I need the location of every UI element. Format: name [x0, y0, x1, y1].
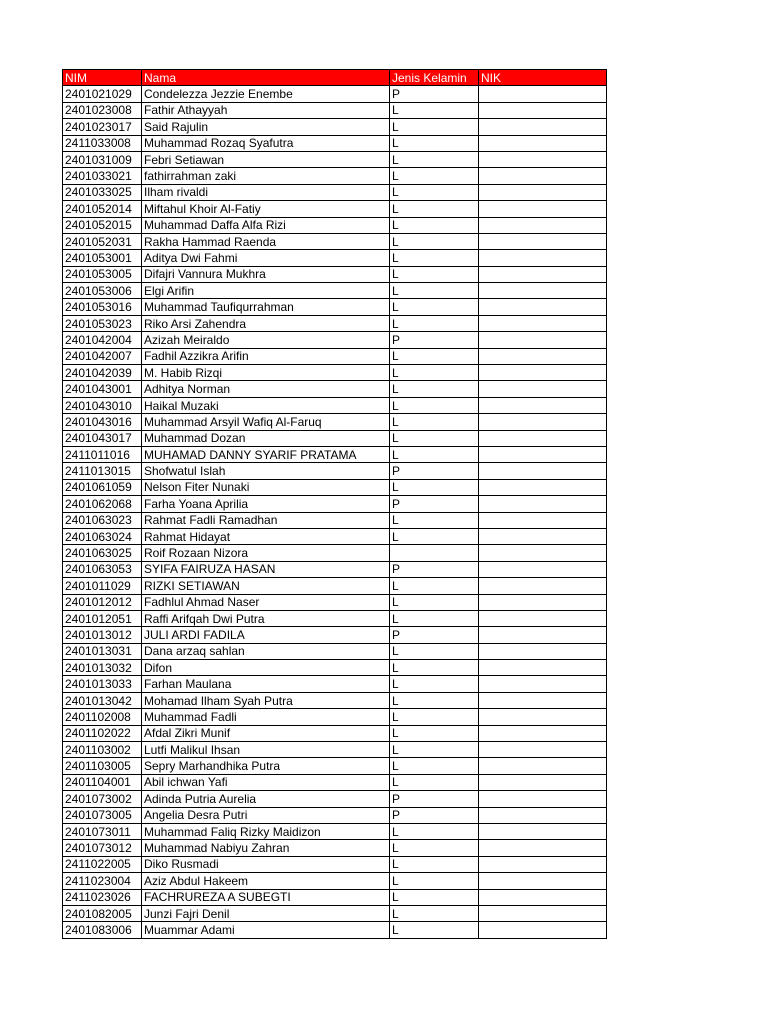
cell-nim[interactable]: 2401053001 — [63, 250, 142, 266]
cell-nik[interactable] — [479, 217, 607, 233]
table-row — [63, 479, 607, 495]
cell-nim[interactable]: 2401021029 — [63, 86, 142, 102]
cell-nama[interactable]: Condelezza Jezzie Enembe — [142, 86, 390, 102]
table-row — [63, 594, 607, 610]
table-row — [63, 528, 607, 544]
cell-nama[interactable]: Rakha Hammad Raenda — [142, 233, 390, 249]
cell-jenis-kelamin[interactable]: P — [390, 496, 479, 512]
cell-nama[interactable]: Farha Yoana Aprilia — [142, 496, 390, 512]
cell-jenis-kelamin[interactable]: L — [390, 512, 479, 528]
cell-nim[interactable]: 2411022005 — [63, 856, 142, 872]
table-row — [63, 889, 607, 905]
cell-nim[interactable]: 2401063023 — [63, 512, 142, 528]
cell-nik[interactable] — [479, 709, 607, 725]
cell-jenis-kelamin[interactable]: L — [390, 758, 479, 774]
cell-jenis-kelamin[interactable]: L — [390, 217, 479, 233]
table-row — [63, 414, 607, 430]
cell-jenis-kelamin[interactable]: L — [390, 315, 479, 331]
cell-nim[interactable]: 2401011029 — [63, 578, 142, 594]
table-row — [63, 578, 607, 594]
cell-nik[interactable] — [479, 528, 607, 544]
cell-nama[interactable]: SYIFA FAIRUZA HASAN — [142, 561, 390, 577]
cell-nim[interactable]: 2401043017 — [63, 430, 142, 446]
cell-jenis-kelamin[interactable]: L — [390, 381, 479, 397]
cell-nim[interactable]: 2401073011 — [63, 823, 142, 839]
cell-jenis-kelamin[interactable]: L — [390, 856, 479, 872]
cell-nim[interactable]: 2401033025 — [63, 184, 142, 200]
cell-nim[interactable]: 2401023017 — [63, 119, 142, 135]
cell-nik[interactable] — [479, 774, 607, 790]
cell-nama[interactable]: Fadhil Azzikra Arifin — [142, 348, 390, 364]
cell-nik[interactable] — [479, 807, 607, 823]
table-row — [63, 250, 607, 266]
header-nama[interactable]: Nama — [142, 70, 390, 86]
cell-nik[interactable] — [479, 446, 607, 462]
cell-nama[interactable]: Rahmat Fadli Ramadhan — [142, 512, 390, 528]
cell-nik[interactable] — [479, 643, 607, 659]
cell-nik[interactable] — [479, 840, 607, 856]
cell-nama[interactable]: Adinda Putria Aurelia — [142, 791, 390, 807]
table-row — [63, 332, 607, 348]
cell-nim[interactable]: 2401073012 — [63, 840, 142, 856]
cell-nim[interactable]: 2401104001 — [63, 774, 142, 790]
table-row — [63, 446, 607, 462]
cell-nama[interactable]: fathirrahman zaki — [142, 168, 390, 184]
cell-nama[interactable]: Elgi Arifin — [142, 283, 390, 299]
cell-nim[interactable]: 2401043001 — [63, 381, 142, 397]
table-row — [63, 315, 607, 331]
cell-nama[interactable]: Muhammad Arsyil Wafiq Al-Faruq — [142, 414, 390, 430]
cell-nama[interactable]: MUHAMAD DANNY SYARIF PRATAMA — [142, 446, 390, 462]
cell-nik[interactable] — [479, 889, 607, 905]
header-jenis-kelamin[interactable]: Jenis Kelamin — [390, 70, 479, 86]
table-row — [63, 545, 607, 561]
cell-nik[interactable] — [479, 250, 607, 266]
cell-nik[interactable] — [479, 512, 607, 528]
cell-nik[interactable] — [479, 578, 607, 594]
cell-jenis-kelamin[interactable]: P — [390, 627, 479, 643]
cell-nama[interactable]: Febri Setiawan — [142, 151, 390, 167]
table-row — [63, 299, 607, 315]
cell-nik[interactable] — [479, 742, 607, 758]
cell-jenis-kelamin[interactable]: L — [390, 102, 479, 118]
cell-nim[interactable]: 2401012051 — [63, 610, 142, 626]
cell-nik[interactable] — [479, 922, 607, 938]
cell-nama[interactable]: Farhan Maulana — [142, 676, 390, 692]
cell-jenis-kelamin[interactable]: L — [390, 725, 479, 741]
cell-nim[interactable]: 2401062068 — [63, 496, 142, 512]
cell-jenis-kelamin[interactable]: L — [390, 922, 479, 938]
table-row — [63, 102, 607, 118]
cell-nim[interactable]: 2401013042 — [63, 692, 142, 708]
cell-jenis-kelamin[interactable]: L — [390, 889, 479, 905]
cell-nama[interactable]: Muhammad Taufiqurrahman — [142, 299, 390, 315]
header-nim[interactable]: NIM — [63, 70, 142, 86]
cell-nik[interactable] — [479, 545, 607, 561]
table-row — [63, 807, 607, 823]
cell-nik[interactable] — [479, 151, 607, 167]
cell-nik[interactable] — [479, 873, 607, 889]
table-row — [63, 86, 607, 102]
cell-nama[interactable]: Raffi Arifqah Dwi Putra — [142, 610, 390, 626]
table-row — [63, 463, 607, 479]
cell-nama[interactable]: Said Rajulin — [142, 119, 390, 135]
cell-nim[interactable]: 2401053005 — [63, 266, 142, 282]
table-row — [63, 873, 607, 889]
table-row — [63, 758, 607, 774]
table-row — [63, 233, 607, 249]
table-row — [63, 774, 607, 790]
table-row — [63, 561, 607, 577]
cell-nik[interactable] — [479, 791, 607, 807]
cell-nim[interactable]: 2401043016 — [63, 414, 142, 430]
cell-nik[interactable] — [479, 332, 607, 348]
cell-nim[interactable]: 2411011016 — [63, 446, 142, 462]
cell-nik[interactable] — [479, 905, 607, 921]
cell-jenis-kelamin[interactable]: L — [390, 266, 479, 282]
cell-nik[interactable] — [479, 283, 607, 299]
table-row — [63, 184, 607, 200]
cell-nama[interactable]: Azizah Meiraldo — [142, 332, 390, 348]
cell-nim[interactable]: 2401103002 — [63, 742, 142, 758]
cell-nim[interactable]: 2401102008 — [63, 709, 142, 725]
cell-jenis-kelamin[interactable]: L — [390, 233, 479, 249]
cell-nama[interactable]: Mohamad Ilham Syah Putra — [142, 692, 390, 708]
cell-nim[interactable]: 2401043010 — [63, 397, 142, 413]
cell-nik[interactable] — [479, 823, 607, 839]
table-row — [63, 397, 607, 413]
cell-jenis-kelamin[interactable]: L — [390, 676, 479, 692]
table-row — [63, 512, 607, 528]
cell-jenis-kelamin[interactable]: L — [390, 151, 479, 167]
cell-jenis-kelamin[interactable]: P — [390, 463, 479, 479]
cell-jenis-kelamin[interactable]: L — [390, 823, 479, 839]
cell-nama[interactable]: Sepry Marhandhika Putra — [142, 758, 390, 774]
table-row — [63, 791, 607, 807]
cell-jenis-kelamin[interactable]: L — [390, 446, 479, 462]
cell-nik[interactable] — [479, 692, 607, 708]
table-row — [63, 381, 607, 397]
cell-nama[interactable]: Fadhlul Ahmad Naser — [142, 594, 390, 610]
cell-nim[interactable]: 2401082005 — [63, 905, 142, 921]
cell-nama[interactable]: Dana arzaq sahlan — [142, 643, 390, 659]
cell-nim[interactable]: 2411013015 — [63, 463, 142, 479]
cell-nim[interactable]: 2401102022 — [63, 725, 142, 741]
table-row — [63, 496, 607, 512]
cell-jenis-kelamin[interactable]: L — [390, 643, 479, 659]
cell-nama[interactable]: JULI ARDI FADILA — [142, 627, 390, 643]
cell-nim[interactable]: 2401012012 — [63, 594, 142, 610]
cell-nama[interactable]: Ilham rivaldi — [142, 184, 390, 200]
table-row — [63, 692, 607, 708]
cell-jenis-kelamin[interactable]: L — [390, 348, 479, 364]
cell-jenis-kelamin[interactable]: L — [390, 201, 479, 217]
cell-jenis-kelamin[interactable]: L — [390, 135, 479, 151]
cell-jenis-kelamin[interactable]: L — [390, 119, 479, 135]
cell-jenis-kelamin[interactable]: L — [390, 283, 479, 299]
cell-nama[interactable]: Lutfi Malikul Ihsan — [142, 742, 390, 758]
cell-nim[interactable]: 2401103005 — [63, 758, 142, 774]
cell-nim[interactable]: 2401063025 — [63, 545, 142, 561]
cell-nim[interactable]: 2401063024 — [63, 528, 142, 544]
cell-nik[interactable] — [479, 184, 607, 200]
cell-nama[interactable]: Junzi Fajri Denil — [142, 905, 390, 921]
cell-nama[interactable]: Roif Rozaan Nizora — [142, 545, 390, 561]
cell-nama[interactable]: Muhammad Nabiyu Zahran — [142, 840, 390, 856]
cell-nama[interactable]: Shofwatul Islah — [142, 463, 390, 479]
cell-nik[interactable] — [479, 430, 607, 446]
cell-nik[interactable] — [479, 594, 607, 610]
cell-nik[interactable] — [479, 315, 607, 331]
cell-nama[interactable]: Muammar Adami — [142, 922, 390, 938]
cell-nama[interactable]: Difajri Vannura Mukhra — [142, 266, 390, 282]
cell-jenis-kelamin[interactable]: L — [390, 840, 479, 856]
table-row — [63, 119, 607, 135]
cell-nama[interactable]: Muhammad Rozaq Syafutra — [142, 135, 390, 151]
cell-nim[interactable]: 2411033008 — [63, 135, 142, 151]
cell-nik[interactable] — [479, 168, 607, 184]
table-row — [63, 709, 607, 725]
cell-nama[interactable]: Riko Arsi Zahendra — [142, 315, 390, 331]
cell-jenis-kelamin[interactable]: P — [390, 332, 479, 348]
cell-nim[interactable]: 2401063053 — [63, 561, 142, 577]
table-body — [63, 86, 607, 938]
cell-nama[interactable]: Muhammad Daffa Alfa Rizi — [142, 217, 390, 233]
cell-nim[interactable]: 2401013032 — [63, 660, 142, 676]
cell-nama[interactable]: Nelson Fiter Nunaki — [142, 479, 390, 495]
cell-nim[interactable]: 2401023008 — [63, 102, 142, 118]
table-row — [63, 856, 607, 872]
table-row — [63, 840, 607, 856]
cell-jenis-kelamin[interactable]: L — [390, 742, 479, 758]
cell-jenis-kelamin[interactable]: L — [390, 414, 479, 430]
cell-nim[interactable]: 2401053023 — [63, 315, 142, 331]
cell-nim[interactable]: 2401061059 — [63, 479, 142, 495]
cell-nik[interactable] — [479, 381, 607, 397]
cell-nama[interactable]: Afdal Zikri Munif — [142, 725, 390, 741]
cell-jenis-kelamin[interactable]: L — [390, 479, 479, 495]
cell-nim[interactable]: 2401053006 — [63, 283, 142, 299]
cell-nama[interactable]: Rahmat Hidayat — [142, 528, 390, 544]
cell-nama[interactable]: Aziz Abdul Hakeem — [142, 873, 390, 889]
cell-nik[interactable] — [479, 758, 607, 774]
cell-nama[interactable]: Aditya Dwi Fahmi — [142, 250, 390, 266]
cell-nim[interactable]: 2401052031 — [63, 233, 142, 249]
cell-nik[interactable] — [479, 365, 607, 381]
table-row — [63, 922, 607, 938]
cell-nik[interactable] — [479, 86, 607, 102]
table-row — [63, 430, 607, 446]
table-row — [63, 266, 607, 282]
cell-jenis-kelamin[interactable]: L — [390, 610, 479, 626]
cell-nama[interactable]: Diko Rusmadi — [142, 856, 390, 872]
cell-nik[interactable] — [479, 561, 607, 577]
cell-nik[interactable] — [479, 119, 607, 135]
cell-nim[interactable]: 2411023004 — [63, 873, 142, 889]
cell-nik[interactable] — [479, 856, 607, 872]
table-row — [63, 660, 607, 676]
cell-jenis-kelamin[interactable]: L — [390, 397, 479, 413]
cell-nama[interactable]: Fathir Athayyah — [142, 102, 390, 118]
cell-jenis-kelamin[interactable]: L — [390, 528, 479, 544]
table-row — [63, 348, 607, 364]
cell-nik[interactable] — [479, 496, 607, 512]
cell-nik[interactable] — [479, 397, 607, 413]
cell-jenis-kelamin[interactable]: L — [390, 578, 479, 594]
cell-nik[interactable] — [479, 610, 607, 626]
cell-jenis-kelamin[interactable]: P — [390, 791, 479, 807]
cell-nik[interactable] — [479, 266, 607, 282]
cell-nama[interactable]: Angelia Desra Putri — [142, 807, 390, 823]
cell-jenis-kelamin[interactable]: P — [390, 807, 479, 823]
cell-nim[interactable]: 2401053016 — [63, 299, 142, 315]
cell-jenis-kelamin[interactable]: L — [390, 692, 479, 708]
table-row — [63, 725, 607, 741]
cell-nik[interactable] — [479, 348, 607, 364]
cell-nim[interactable]: 2401083006 — [63, 922, 142, 938]
cell-nama[interactable]: Miftahul Khoir Al-Fatiy — [142, 201, 390, 217]
cell-nim[interactable]: 2401031009 — [63, 151, 142, 167]
cell-jenis-kelamin[interactable]: L — [390, 905, 479, 921]
cell-nama[interactable]: Haikal Muzaki — [142, 397, 390, 413]
cell-nama[interactable]: Muhammad Dozan — [142, 430, 390, 446]
cell-nik[interactable] — [479, 414, 607, 430]
cell-nik[interactable] — [479, 676, 607, 692]
cell-jenis-kelamin[interactable]: L — [390, 365, 479, 381]
cell-nama[interactable]: Muhammad Faliq Rizky Maidizon — [142, 823, 390, 839]
cell-nik[interactable] — [479, 725, 607, 741]
table-row — [63, 643, 607, 659]
cell-nama[interactable]: RIZKI SETIAWAN — [142, 578, 390, 594]
cell-jenis-kelamin[interactable]: L — [390, 250, 479, 266]
table-row — [63, 742, 607, 758]
cell-nim[interactable]: 2401042004 — [63, 332, 142, 348]
table-row — [63, 201, 607, 217]
header-nik[interactable]: NIK — [479, 70, 607, 86]
table-header — [63, 70, 607, 86]
table-row — [63, 217, 607, 233]
cell-nik[interactable] — [479, 233, 607, 249]
table-row — [63, 283, 607, 299]
table-row — [63, 135, 607, 151]
cell-jenis-kelamin[interactable]: L — [390, 299, 479, 315]
cell-jenis-kelamin[interactable]: L — [390, 709, 479, 725]
table-row — [63, 365, 607, 381]
cell-nama[interactable]: Adhitya Norman — [142, 381, 390, 397]
cell-jenis-kelamin[interactable]: P — [390, 561, 479, 577]
cell-nim[interactable]: 2401013012 — [63, 627, 142, 643]
cell-jenis-kelamin[interactable]: L — [390, 184, 479, 200]
cell-nama[interactable]: FACHRUREZA A SUBEGTI — [142, 889, 390, 905]
cell-nama[interactable]: Difon — [142, 660, 390, 676]
table-row — [63, 610, 607, 626]
cell-jenis-kelamin[interactable]: L — [390, 168, 479, 184]
cell-jenis-kelamin[interactable]: L — [390, 594, 479, 610]
cell-nim[interactable]: 2401013033 — [63, 676, 142, 692]
student-table — [62, 69, 607, 939]
cell-nama[interactable]: M. Habib Rizqi — [142, 365, 390, 381]
cell-nik[interactable] — [479, 627, 607, 643]
table-row — [63, 676, 607, 692]
cell-nik[interactable] — [479, 463, 607, 479]
cell-nik[interactable] — [479, 660, 607, 676]
table-row — [63, 151, 607, 167]
cell-nik[interactable] — [479, 299, 607, 315]
cell-nik[interactable] — [479, 479, 607, 495]
cell-nim[interactable]: 2401042039 — [63, 365, 142, 381]
cell-jenis-kelamin[interactable]: L — [390, 660, 479, 676]
cell-nim[interactable]: 2401073005 — [63, 807, 142, 823]
table-row — [63, 823, 607, 839]
cell-nim[interactable]: 2411023026 — [63, 889, 142, 905]
cell-nik[interactable] — [479, 201, 607, 217]
header-row — [63, 70, 607, 86]
cell-jenis-kelamin[interactable]: L — [390, 430, 479, 446]
cell-nim[interactable]: 2401052015 — [63, 217, 142, 233]
cell-nim[interactable]: 2401013031 — [63, 643, 142, 659]
table-row — [63, 168, 607, 184]
cell-jenis-kelamin[interactable]: L — [390, 774, 479, 790]
cell-nim[interactable]: 2401073002 — [63, 791, 142, 807]
cell-nama[interactable]: Muhammad Fadli — [142, 709, 390, 725]
cell-nim[interactable]: 2401052014 — [63, 201, 142, 217]
cell-nik[interactable] — [479, 135, 607, 151]
cell-nim[interactable]: 2401042007 — [63, 348, 142, 364]
cell-jenis-kelamin[interactable] — [390, 545, 479, 561]
table-row — [63, 627, 607, 643]
cell-nim[interactable]: 2401033021 — [63, 168, 142, 184]
cell-jenis-kelamin[interactable]: L — [390, 873, 479, 889]
cell-nama[interactable]: Abil ichwan Yafi — [142, 774, 390, 790]
table-row — [63, 905, 607, 921]
cell-nik[interactable] — [479, 102, 607, 118]
cell-jenis-kelamin[interactable]: P — [390, 86, 479, 102]
